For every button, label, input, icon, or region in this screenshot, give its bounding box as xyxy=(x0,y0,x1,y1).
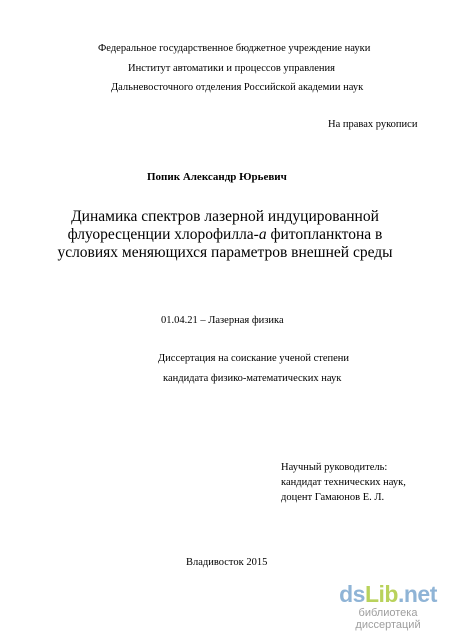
author-name: Попик Александр Юрьевич xyxy=(147,171,287,183)
dslib-logo-ds: ds xyxy=(339,581,365,607)
title-line-2-italic-letter: а xyxy=(258,226,267,243)
dslib-logo-lib: Lib xyxy=(364,581,398,607)
rights-note: На правах рукописи xyxy=(328,119,418,130)
title-line-3: условиях меняющихся параметров внешней среды xyxy=(57,244,393,261)
title-line-2-suffix: фитопланктона в xyxy=(266,226,383,243)
title-line-2 xyxy=(0,226,450,244)
supervisor-line-2: кандидат технических наук, xyxy=(281,477,406,488)
supervisor-line-3: доцент Гамаюнов Е. Л. xyxy=(281,492,385,503)
place-and-year: Владивосток 2015 xyxy=(186,557,268,568)
degree-line-1: Диссертация на соискание ученой степени xyxy=(158,353,350,364)
title-line-1: Динамика спектров лазерной индуцированной xyxy=(71,208,379,225)
degree-line-2: кандидата физико-математических наук xyxy=(163,373,342,384)
dslib-subtitle: библиотека диссертаций xyxy=(355,607,421,631)
supervisor-line-1: Научный руководитель: xyxy=(281,462,388,473)
institution-line-2: Институт автоматики и процессов управления xyxy=(128,63,335,74)
dslib-watermark[interactable] xyxy=(332,582,444,631)
dslib-logo xyxy=(332,582,444,606)
specialty-code: 01.04.21 – Лазерная физика xyxy=(161,315,284,326)
title-line-2-prefix: флуоресценции хлорофилла- xyxy=(67,226,259,243)
institution-line-3: Дальневосточного отделения Российской академии наук xyxy=(111,82,364,93)
dslib-logo-net: .net xyxy=(397,581,437,607)
institution-line-1: Федеральное государственное бюджетное учреждение науки xyxy=(98,43,371,54)
